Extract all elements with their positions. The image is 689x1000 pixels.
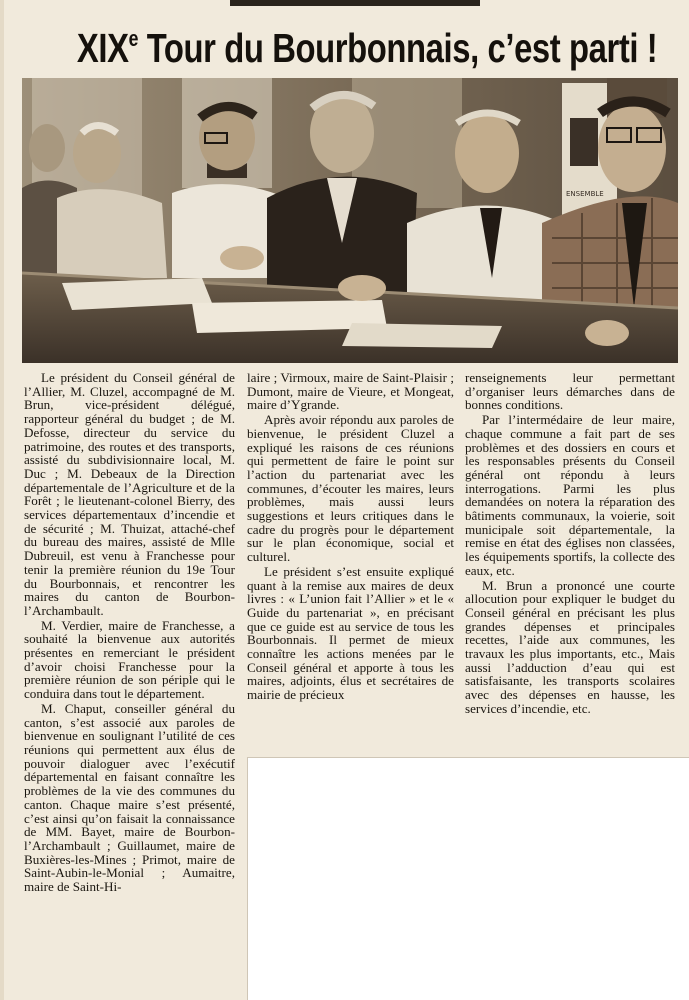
col2-paragraph-2: Après avoir répondu aux paroles de bienvenue, le président Cluzel a expliqué les raisons de ces réunions qui permettent de faire le point sur l’action du partenariat avec les communes, d’écouter les maires, leurs problèmes, mais aussi leurs suggestions et leurs critiques dans le cadre du progrès pour le département sur le plan économique, social et culturel. (247, 412, 454, 565)
col1-paragraph-3: M. Chaput, conseiller général du canton, s’est associé aux paroles de bienvenue en soulignant l’utilité de ces réunions qui permettent aux élus de pouvoir dialoguer avec l’exécutif départemental en faisant connaître les problèmes de la vie des communes du canton. Chaque maire s’est présenté, c’est ainsi qu’on faisait la connaissance de MM. Bayet, maire de Bourbon-l’Archambault ; Guillaumet, maire de Buxières-les-Mines ; Primot, maire de Saint-Aubin-le-Monial ; Aumaitre, maire de Saint-Hi- (24, 700, 235, 895)
col3-paragraph-3: M. Brun a prononcé une courte allocution pour expliquer le budget du Conseil général en précisant les plus grandes dépenses et principales recettes, l’aide aux communes, les travaux les plus importants, etc., Mais aussi l’adduction d’eau qui est satisfaisante, les transports scolaires avec des dépenses en hausse, les services d’incendie, etc. (465, 577, 675, 716)
top-rule (230, 0, 480, 6)
paper-edge (0, 0, 4, 1000)
photo-poster-text: ENSEMBLE (566, 190, 604, 198)
col3-paragraph-1: renseignements leur permettant d’organiser leurs démarches dans de bonnes conditions. (465, 370, 675, 413)
meeting-photo (22, 78, 678, 363)
article-column-1 (24, 371, 235, 996)
col2-paragraph-1: laire ; Virmoux, maire de Saint-Plaisir ; Dumont, maire de Vieure, et Mongeat, maire d’Ygrande. (247, 370, 454, 413)
col1-paragraph-2: M. Verdier, maire de Franchesse, a souhaité la bienvenue aux autorités présentes en remerciant le président d’avoir choisi Franchesse pour la première réunion de son périple qui le conduira dans tout le département. (24, 617, 235, 702)
article-column-2 (247, 371, 454, 751)
headline-text: Tour du Bourbonnais, c’est parti ! (137, 25, 658, 71)
blank-area (247, 757, 689, 1000)
col3-paragraph-2: Par l’intermédaire de leur maire, chaque commune a fait part de ses problèmes et des dossiers en cours et les responsables présents du Conseil général ont répondu à leurs interrogations. Parmi les plus demandées on notera la réparation des bâtiments communaux, la voierie, soit municipale soit départementale, la remise en état des églises non classées, les équipements sportifs, la collecte des eaux, etc. (465, 412, 675, 578)
article-column-3 (465, 371, 675, 751)
meeting-photo-illustration (22, 78, 678, 363)
headline-superscript: e (128, 26, 138, 51)
headline-numeral: XIX (76, 25, 129, 71)
col2-paragraph-3: Le président s’est ensuite expliqué quant à la remise aux maires de deux livres : « L’union fait l’Allier » et le « Guide du partenariat », en précisant que ce guide est au service de tous les Bourbonnais. Il permet de mieux connaître les actions menées par le Conseil général et apporte à tous les maires, adjoints, élus et secrétaires de mairie de précieux (247, 563, 454, 703)
col1-paragraph-1: Le président du Conseil général de l’Allier, M. Cluzel, accompagné de M. Brun, vice-président délégué, rapporteur général du budget ; de M. Defosse, directeur du service du patrimoine, des routes et des transports, assisté du subdivisionnaire local, M. Duc ; M. Debeaux de la Direction départementale de l’Agriculture et de la Forêt ; le lieutenant-colonel Bierry, des services départementaux d’incendie et de sécurité ; M. Thuizat, attaché-chef du bureau des maires, assisté de Mlle Dubreuil, est venu à Franchesse pour tenir la première réunion du 19e Tour du Bourbonnais, et rencontrer les maires du canton de Bourbon-l’Archambault. (24, 370, 235, 618)
article-headline (76, 10, 658, 71)
